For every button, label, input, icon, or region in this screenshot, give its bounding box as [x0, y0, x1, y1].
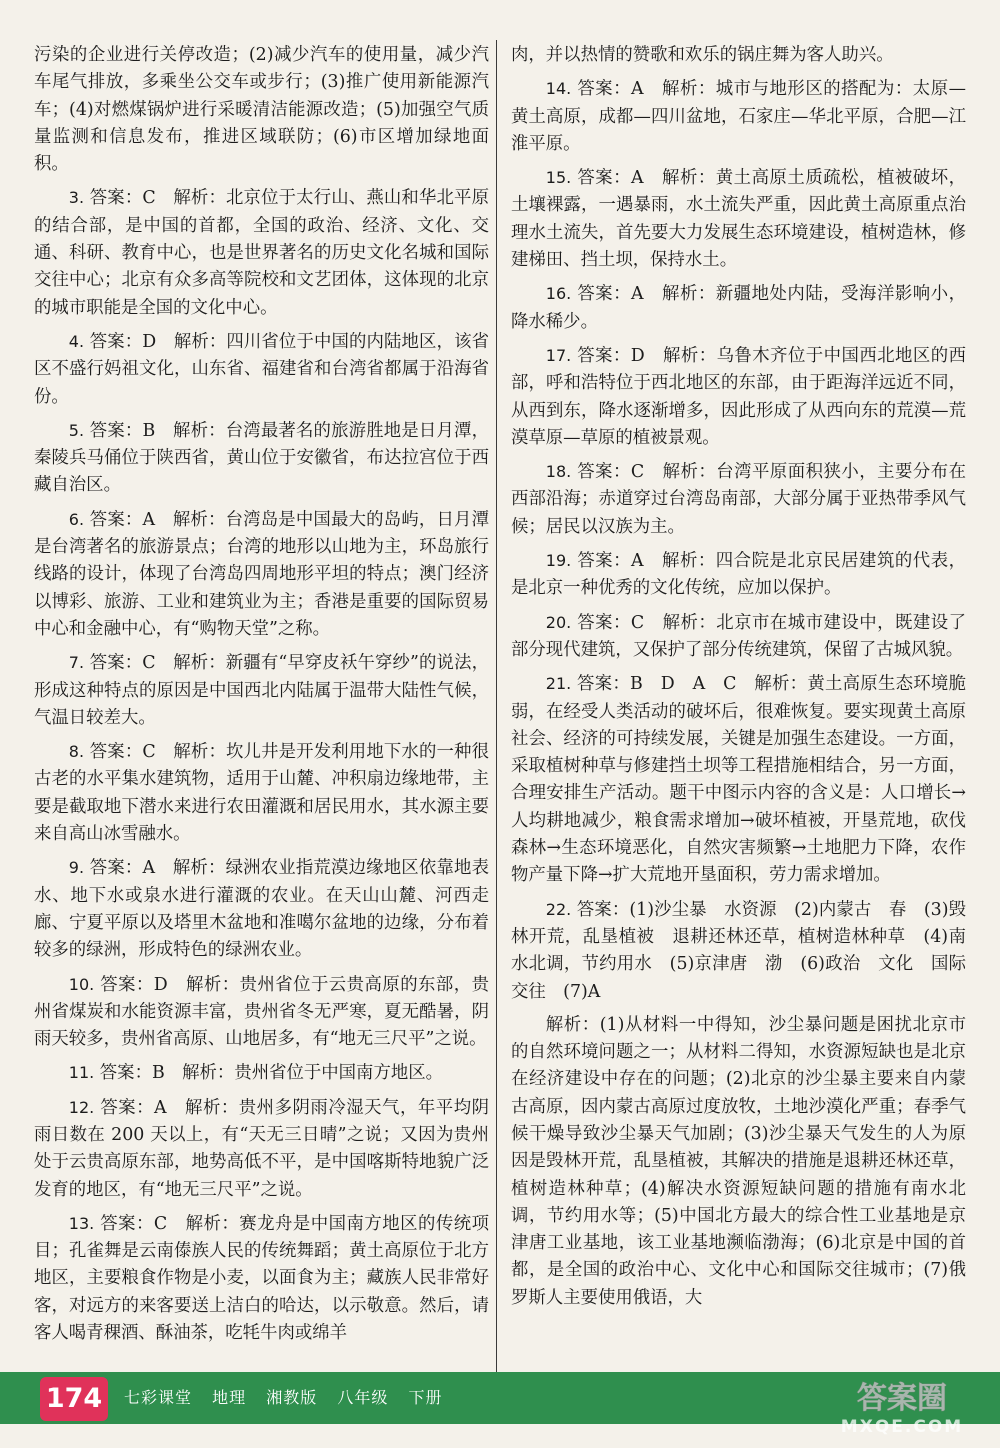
footer-series: 七彩课堂 [124, 1388, 193, 1407]
right-column [511, 42, 966, 1318]
answer-item [34, 328, 489, 411]
watermark-logo [822, 1370, 982, 1440]
answer-item [34, 506, 489, 643]
analysis-text: 解析：台湾岛是中国最大的岛屿，日月潭是台湾著名的旅游景点；台湾的地形以山地为主，环岛旅行线路的设计，体现了台湾岛四周地形平坦的特点；澳门经济以博彩、旅游、工业和建筑业为主；香港是重要的国际贸易中心和金融中心，有“购物天堂”之称。 [34, 509, 489, 639]
footer-subject: 地理 [212, 1388, 247, 1407]
analysis-text: 解析：贵州多阴雨冷湿天气，年平均阴雨日数在 200 天以上，有“天无三日晴”之说；又因为贵州处于云贵高原东部，地势高低不平，是中国喀斯特地貌广泛发育的地区，有“地无三尺平”之说。 [34, 1097, 489, 1200]
analysis-text: 解析：黄土高原土质疏松，植被破坏，土壤裸露，一遇暴雨，水土流失严重，因此黄土高原重点治理水土流失，首先要大力发展生态环境建设，植树造林，修建梯田、挡土坝，保持水土。 [511, 168, 966, 271]
answer-label: 答案：C [577, 462, 645, 483]
question-number: 7. [68, 653, 85, 673]
analysis-text: 解析：台湾最著名的旅游胜地是日月潭，秦陵兵马俑位于陕西省，黄山位于安徽省，布达拉宫位于西藏自治区。 [34, 420, 489, 496]
answer-label: 答案：A [89, 509, 156, 530]
answer-item [34, 1210, 489, 1347]
answer-item [511, 164, 966, 274]
answer-label: 答案：A [577, 551, 644, 572]
analysis-text: 解析：新疆地处内陆，受海洋影响小，降水稀少。 [511, 284, 966, 332]
question-number: 12. [68, 1097, 95, 1117]
question-number: 21. [545, 674, 572, 694]
watermark-url: MXQE.COM [840, 1417, 964, 1437]
analysis-text: 解析：台湾平原面积狭小，主要分布在西部沿海；赤道穿过台湾岛南部，大部分属于亚热带季风气候；居民以汉族为主。 [511, 462, 966, 537]
answer-label: 答案：C [89, 742, 156, 763]
answer-item [511, 280, 966, 336]
answer-label: 答案：B D A C [577, 674, 737, 695]
column-divider [496, 40, 497, 1380]
analysis-text: 解析：贵州省位于中国南方地区。 [182, 1063, 444, 1084]
question-number: 14. [545, 79, 572, 99]
answer-label: 答案：C [89, 653, 156, 674]
continued-text: 肉，并以热情的赞歌和欢乐的锅庄舞为客人助兴。 [511, 45, 894, 65]
footer-edition: 湘教版 [266, 1388, 318, 1407]
question-number: 18. [545, 462, 572, 482]
analysis-text: 解析：乌鲁木齐位于中国西北地区的西部，呼和浩特位于西北地区的东部，由于距海洋远近不同，从西到东，降水逐渐增多，因此形成了从西向东的荒漠—荒漠草原—草原的植被景观。 [511, 345, 966, 448]
watermark-text: 答案圈 [857, 1381, 947, 1416]
question-number: 17. [545, 345, 572, 365]
answer-label: 答案：A [577, 168, 644, 189]
answer-label: 答案：A [100, 1097, 167, 1118]
question-number: 15. [545, 168, 572, 188]
question-number: 3. [68, 188, 85, 208]
answer-item [34, 649, 489, 732]
answer-item [34, 1094, 489, 1204]
answer-label: 答案：C [577, 612, 645, 633]
analysis-text: 解析：新疆有“早穿皮袄午穿纱”的说法，形成这种特点的原因是中国西北内陆属于温带大陆性气候，气温日较差大。 [34, 653, 489, 728]
answer-label: 答案：A [89, 858, 156, 879]
question-number: 6. [68, 509, 85, 529]
answer-item [511, 896, 966, 1006]
analysis-paragraph: 解析：(1)从材料一中得知，沙尘暴问题是困扰北京市的自然环境问题之一；从材料二得知，水资源短缺也是北京在经济建设中存在的问题；(2)北京的沙尘暴主要来自内蒙古高原，因内蒙古高原过度放牧，土地沙漠化严重；春季气候干燥导致沙尘暴天气加剧；(3)沙尘暴天气发生的人为原因是毁林开荒，乱垦植被，其解决的措施是退耕还林还草，植树造林种草；(4)解决水资源短缺问题的措施有南水北调，节约用水等；(5)中国北方最大的综合性工业基地是京津唐工业基地，该工业基地濒临渤海；(6)北京是中国的首都，是全国的政治中心、文化中心和国际交往城市；(7)俄罗斯人主要使用俄语，大 [511, 1014, 966, 1308]
answer-item [34, 417, 489, 500]
footer-book-info [124, 1385, 456, 1408]
analysis-text: 解析：贵州省位于云贵高原的东部，贵州省煤炭和水能资源丰富，贵州省冬无严寒，夏无酷暑，阴雨天较多，贵州省高原、山地居多，有“地无三尺平”之说。 [34, 974, 489, 1050]
footer-volume: 下册 [408, 1388, 443, 1407]
question-number: 9. [68, 858, 85, 878]
answer-item [34, 1059, 489, 1087]
left-column [34, 42, 489, 1353]
answer-label: 答案：A [577, 284, 644, 305]
answer-item [34, 971, 489, 1054]
answer-label: 答案：C [89, 188, 156, 209]
continued-text: 污染的企业进行关停改造；(2)减少汽车的使用量，减少汽车尾气排放，多乘坐公交车或步行；(3)推广使用新能源汽车；(4)对燃煤锅炉进行采暖清洁能源改造；(5)加强空气质量监测和信息发布，推进区域联防；(6)市区增加绿地面积。 [34, 45, 489, 175]
question-number: 11. [68, 1063, 95, 1083]
answer-item [511, 75, 966, 158]
answer-label: 答案：B [99, 1063, 165, 1084]
answer-item [511, 342, 966, 452]
answer-label: 答案：D [89, 331, 157, 352]
analysis-text: 解析：赛龙舟是中国南方地区的传统项目；孔雀舞是云南傣族人民的传统舞蹈；黄土高原位于北方地区，主要粮食作物是小麦，以面食为主；藏族人民非常好客，对远方的来客要送上洁白的哈达，以示敬意。然后，请客人喝青稞酒、酥油茶，吃牦牛肉或绵羊 [34, 1213, 489, 1344]
question-number: 5. [68, 420, 85, 440]
question-number: 8. [68, 742, 85, 762]
answer-item [511, 458, 966, 541]
question-number: 16. [545, 284, 572, 304]
answer-label: 答案：D [577, 345, 645, 366]
footer-grade: 八年级 [337, 1388, 389, 1407]
question-number: 19. [545, 551, 572, 571]
answer-item [511, 670, 966, 889]
question-number: 10. [68, 974, 95, 994]
analysis-text: 解析：四合院是北京民居建筑的代表，是北京一种优秀的文化传统，应加以保护。 [511, 551, 966, 599]
analysis-text: 解析：城市与地形区的搭配为：太原—黄土高原，成都—四川盆地，石家庄—华北平原，合肥—江淮平原。 [511, 79, 966, 154]
answer-item [34, 738, 489, 848]
answer-label: 答案：A [577, 79, 644, 100]
analysis-text: 解析：四川省位于中国的内陆地区，该省区不盛行妈祖文化，山东省、福建省和台湾省都属于沿海省份。 [34, 331, 489, 407]
analysis-text: 解析：坎儿井是开发利用地下水的一种很古老的水平集水建筑物，适用于山麓、冲积扇边缘地带，主要是截取地下潜水来进行农田灌溉和居民用水，其水源主要来自高山冰雪融水。 [34, 742, 489, 845]
answer-label: 答案：C [100, 1213, 168, 1234]
answer-label: 答案：(1)沙尘暴 水资源 (2)内蒙古 春 (3)毁林开荒，乱垦植被 退耕还林还草，植树造林种草 (4)南水北调，节约用水 (5)京津唐 渤 (6)政治 文化 国际交往 (7)A [511, 899, 966, 1002]
question-number: 22. [545, 899, 572, 919]
analysis-text: 解析：北京位于太行山、燕山和华北平原的结合部，是中国的首都，全国的政治、经济、文化、交通、科研、教育中心，也是世界著名的历史文化名城和国际交往中心；北京有众多高等院校和文艺团体，这体现的北京的城市职能是全国的文化中心。 [34, 188, 489, 318]
answer-item [511, 547, 966, 603]
answer-item [34, 184, 489, 321]
answer-item [34, 854, 489, 964]
question-number: 13. [68, 1213, 95, 1233]
page-number: 174 [40, 1377, 108, 1421]
analysis-text: 解析：绿洲农业指荒漠边缘地区依靠地表水、地下水或泉水进行灌溉的农业。在天山山麓、河西走廊、宁夏平原以及塔里木盆地和准噶尔盆地的边缘，分布着较多的绿洲，形成特色的绿洲农业。 [34, 858, 489, 961]
answer-label: 答案：B [89, 420, 156, 441]
analysis-text: 解析：黄土高原生态环境脆弱，在经受人类活动的破坏后，很难恢复。要实现黄土高原社会、经济的可持续发展，关键是加强生态建设。一方面，采取植树种草与修建挡土坝等工程措施相结合，另一方面，合理安排生产活动。题干中图示内容的含义是：人口增长→人均耕地减少，粮食需求增加→破坏植被，开垦荒地，砍伐森林→生态环境恶化，自然灾害频繁→土地肥力下降，农作物产量下降→扩大荒地开垦面积，劳力需求增加。 [511, 674, 966, 886]
answer-item [511, 609, 966, 665]
question-number: 4. [68, 331, 85, 351]
answer-label: 答案：D [100, 974, 168, 995]
question-number: 20. [545, 612, 572, 632]
analysis-text: 解析：北京市在城市建设中，既建设了部分现代建筑，又保护了部分传统建筑，保留了古城风貌。 [511, 612, 966, 660]
